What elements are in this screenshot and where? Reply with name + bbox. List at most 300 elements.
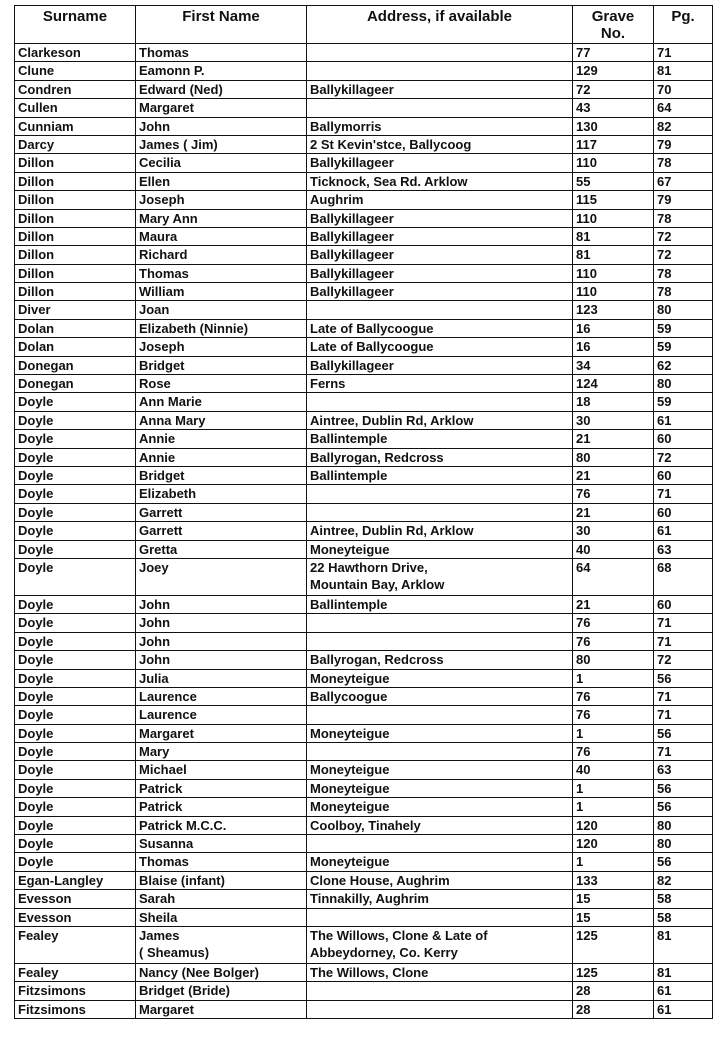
- cell-address: Clone House, Aughrim: [307, 871, 573, 889]
- cell-grave-no: 120: [573, 816, 654, 834]
- table-row: [15, 669, 713, 687]
- cell-first-name: Blaise (infant): [136, 871, 307, 889]
- cell-first-name: John: [136, 614, 307, 632]
- cell-grave-no: 21: [573, 466, 654, 484]
- cell-page: 82: [654, 117, 713, 135]
- cell-first-name: Ellen: [136, 172, 307, 190]
- cell-address: Ballykillageer: [307, 209, 573, 227]
- cell-address: [307, 743, 573, 761]
- cell-page: 80: [654, 375, 713, 393]
- cell-first-name: Annie: [136, 430, 307, 448]
- table-row: [15, 246, 713, 264]
- cell-address: Ballykillageer: [307, 227, 573, 245]
- cell-address: [307, 44, 573, 62]
- cell-first-name: James ( Jim): [136, 135, 307, 153]
- cell-address: Ballintemple: [307, 466, 573, 484]
- table-row: [15, 761, 713, 779]
- table-row: [15, 908, 713, 926]
- cell-surname: Egan-Langley: [15, 871, 136, 889]
- cell-page: 59: [654, 393, 713, 411]
- cell-grave-no: 125: [573, 963, 654, 981]
- burial-register-table: [14, 5, 713, 1019]
- cell-surname: Doyle: [15, 595, 136, 613]
- table-row: [15, 448, 713, 466]
- table-row: [15, 264, 713, 282]
- cell-grave-no: 76: [573, 614, 654, 632]
- cell-address: [307, 982, 573, 1000]
- cell-surname: Fitzsimons: [15, 982, 136, 1000]
- table-row: [15, 172, 713, 190]
- cell-surname: Fitzsimons: [15, 1000, 136, 1018]
- cell-surname: Cunniam: [15, 117, 136, 135]
- table-row: [15, 632, 713, 650]
- cell-surname: Donegan: [15, 375, 136, 393]
- cell-first-name: Patrick: [136, 779, 307, 797]
- table-row: [15, 430, 713, 448]
- cell-first-name: Cecilia: [136, 154, 307, 172]
- cell-surname: Doyle: [15, 411, 136, 429]
- table-row: [15, 687, 713, 705]
- cell-address: Ticknock, Sea Rd. Arklow: [307, 172, 573, 190]
- cell-address: Ferns: [307, 375, 573, 393]
- cell-grave-no: 43: [573, 99, 654, 117]
- cell-grave-no: 110: [573, 264, 654, 282]
- cell-grave-no: 80: [573, 651, 654, 669]
- table-row: [15, 982, 713, 1000]
- cell-page: 59: [654, 319, 713, 337]
- cell-surname: Clarkeson: [15, 44, 136, 62]
- cell-grave-no: 76: [573, 687, 654, 705]
- cell-address: [307, 706, 573, 724]
- cell-grave-no: 115: [573, 191, 654, 209]
- cell-grave-no: 34: [573, 356, 654, 374]
- header-page: Pg.: [654, 6, 713, 44]
- table-row: [15, 522, 713, 540]
- cell-first-name: John: [136, 595, 307, 613]
- table-row: [15, 356, 713, 374]
- cell-first-name: Gretta: [136, 540, 307, 558]
- table-row: [15, 1000, 713, 1018]
- table-row: [15, 411, 713, 429]
- cell-first-name: Thomas: [136, 264, 307, 282]
- cell-grave-no: 55: [573, 172, 654, 190]
- cell-surname: Dillon: [15, 227, 136, 245]
- cell-page: 78: [654, 209, 713, 227]
- cell-grave-no: 1: [573, 853, 654, 871]
- cell-page: 60: [654, 503, 713, 521]
- cell-grave-no: 81: [573, 246, 654, 264]
- cell-first-name: Thomas: [136, 853, 307, 871]
- cell-page: 70: [654, 80, 713, 98]
- cell-surname: Doyle: [15, 669, 136, 687]
- cell-grave-no: 64: [573, 558, 654, 595]
- table-row: [15, 853, 713, 871]
- cell-address: Late of Ballycoogue: [307, 338, 573, 356]
- cell-address: Ballykillageer: [307, 80, 573, 98]
- cell-grave-no: 77: [573, 44, 654, 62]
- table-row: [15, 375, 713, 393]
- cell-grave-no: 123: [573, 301, 654, 319]
- cell-page: 60: [654, 430, 713, 448]
- cell-grave-no: 21: [573, 595, 654, 613]
- cell-address: [307, 1000, 573, 1018]
- cell-surname: Diver: [15, 301, 136, 319]
- cell-surname: Doyle: [15, 558, 136, 595]
- cell-surname: Doyle: [15, 430, 136, 448]
- cell-grave-no: 124: [573, 375, 654, 393]
- table-row: [15, 62, 713, 80]
- cell-surname: Doyle: [15, 651, 136, 669]
- cell-address: Ballykillageer: [307, 154, 573, 172]
- table-row: [15, 798, 713, 816]
- cell-first-name: Patrick M.C.C.: [136, 816, 307, 834]
- cell-first-name: Joan: [136, 301, 307, 319]
- cell-surname: Doyle: [15, 503, 136, 521]
- cell-address: Moneyteigue: [307, 853, 573, 871]
- cell-address: Ballintemple: [307, 430, 573, 448]
- table-row: [15, 558, 713, 595]
- cell-grave-no: 30: [573, 522, 654, 540]
- cell-first-name: Richard: [136, 246, 307, 264]
- cell-first-name: Joseph: [136, 191, 307, 209]
- cell-page: 71: [654, 632, 713, 650]
- cell-page: 78: [654, 264, 713, 282]
- cell-address: [307, 632, 573, 650]
- cell-first-name: Elizabeth (Ninnie): [136, 319, 307, 337]
- table-row: [15, 485, 713, 503]
- cell-surname: Dillon: [15, 246, 136, 264]
- cell-first-name: Garrett: [136, 503, 307, 521]
- cell-address: 2 St Kevin'stce, Ballycoog: [307, 135, 573, 153]
- cell-page: 81: [654, 62, 713, 80]
- cell-address: Ballycoogue: [307, 687, 573, 705]
- cell-grave-no: 40: [573, 540, 654, 558]
- table-row: [15, 779, 713, 797]
- cell-first-name: Joseph: [136, 338, 307, 356]
- burial-register: [14, 5, 712, 1019]
- cell-first-name: Joey: [136, 558, 307, 595]
- cell-grave-no: 28: [573, 1000, 654, 1018]
- cell-surname: Doyle: [15, 466, 136, 484]
- cell-page: 80: [654, 301, 713, 319]
- cell-surname: Doyle: [15, 540, 136, 558]
- cell-first-name: Margaret: [136, 724, 307, 742]
- table-row: [15, 926, 713, 963]
- cell-grave-no: 117: [573, 135, 654, 153]
- table-row: [15, 503, 713, 521]
- cell-surname: Doyle: [15, 835, 136, 853]
- cell-surname: Doyle: [15, 614, 136, 632]
- cell-surname: Doyle: [15, 632, 136, 650]
- table-row: [15, 595, 713, 613]
- cell-surname: Doyle: [15, 485, 136, 503]
- table-row: [15, 614, 713, 632]
- cell-first-name: Mary: [136, 743, 307, 761]
- cell-page: 59: [654, 338, 713, 356]
- cell-page: 81: [654, 963, 713, 981]
- cell-first-name: Nancy (Nee Bolger): [136, 963, 307, 981]
- cell-address: Moneyteigue: [307, 669, 573, 687]
- table-row: [15, 890, 713, 908]
- cell-surname: Clune: [15, 62, 136, 80]
- cell-address: Tinnakilly, Aughrim: [307, 890, 573, 908]
- cell-grave-no: 130: [573, 117, 654, 135]
- cell-first-name: Rose: [136, 375, 307, 393]
- cell-surname: Dillon: [15, 283, 136, 301]
- table-row: [15, 154, 713, 172]
- table-row: [15, 44, 713, 62]
- table-row: [15, 301, 713, 319]
- cell-page: 71: [654, 706, 713, 724]
- table-row: [15, 135, 713, 153]
- header-row: [15, 6, 713, 44]
- cell-page: 81: [654, 926, 713, 963]
- table-row: [15, 816, 713, 834]
- cell-surname: Doyle: [15, 687, 136, 705]
- cell-surname: Doyle: [15, 706, 136, 724]
- cell-grave-no: 80: [573, 448, 654, 466]
- cell-first-name: Bridget (Bride): [136, 982, 307, 1000]
- cell-page: 72: [654, 448, 713, 466]
- cell-page: 67: [654, 172, 713, 190]
- cell-page: 56: [654, 798, 713, 816]
- cell-first-name: Garrett: [136, 522, 307, 540]
- cell-page: 71: [654, 44, 713, 62]
- cell-address: Moneyteigue: [307, 798, 573, 816]
- cell-address: Ballyrogan, Redcross: [307, 651, 573, 669]
- cell-surname: Dillon: [15, 172, 136, 190]
- cell-address: Ballyrogan, Redcross: [307, 448, 573, 466]
- header-surname: Surname: [15, 6, 136, 44]
- cell-address: Ballymorris: [307, 117, 573, 135]
- table-row: [15, 871, 713, 889]
- cell-first-name: Bridget: [136, 356, 307, 374]
- table-body: [15, 44, 713, 1019]
- cell-first-name: Edward (Ned): [136, 80, 307, 98]
- table-row: [15, 651, 713, 669]
- cell-first-name: John: [136, 632, 307, 650]
- cell-page: 68: [654, 558, 713, 595]
- cell-address: Ballykillageer: [307, 246, 573, 264]
- cell-grave-no: 1: [573, 798, 654, 816]
- cell-grave-no: 129: [573, 62, 654, 80]
- table-row: [15, 466, 713, 484]
- cell-page: 60: [654, 595, 713, 613]
- table-row: [15, 963, 713, 981]
- cell-page: 80: [654, 835, 713, 853]
- table-row: [15, 393, 713, 411]
- cell-address: 22 Hawthorn Drive, Mountain Bay, Arklow: [307, 558, 573, 595]
- cell-page: 78: [654, 154, 713, 172]
- cell-address: [307, 485, 573, 503]
- cell-address: Late of Ballycoogue: [307, 319, 573, 337]
- cell-grave-no: 133: [573, 871, 654, 889]
- cell-page: 64: [654, 99, 713, 117]
- header-first-name: First Name: [136, 6, 307, 44]
- table-row: [15, 80, 713, 98]
- cell-surname: Doyle: [15, 798, 136, 816]
- cell-first-name: Maura: [136, 227, 307, 245]
- cell-surname: Doyle: [15, 724, 136, 742]
- table-row: [15, 540, 713, 558]
- cell-grave-no: 40: [573, 761, 654, 779]
- cell-first-name: Laurence: [136, 706, 307, 724]
- cell-address: Moneyteigue: [307, 779, 573, 797]
- cell-page: 61: [654, 1000, 713, 1018]
- cell-first-name: Thomas: [136, 44, 307, 62]
- cell-address: Ballykillageer: [307, 264, 573, 282]
- cell-address: Aintree, Dublin Rd, Arklow: [307, 522, 573, 540]
- cell-address: [307, 614, 573, 632]
- cell-grave-no: 125: [573, 926, 654, 963]
- cell-page: 61: [654, 411, 713, 429]
- cell-surname: Fealey: [15, 963, 136, 981]
- cell-page: 80: [654, 816, 713, 834]
- cell-page: 62: [654, 356, 713, 374]
- cell-page: 72: [654, 227, 713, 245]
- cell-page: 63: [654, 761, 713, 779]
- cell-grave-no: 30: [573, 411, 654, 429]
- table-row: [15, 743, 713, 761]
- cell-page: 79: [654, 191, 713, 209]
- cell-address: The Willows, Clone & Late of Abbeydorney, Co. Kerry: [307, 926, 573, 963]
- cell-surname: Dolan: [15, 319, 136, 337]
- cell-surname: Donegan: [15, 356, 136, 374]
- cell-page: 82: [654, 871, 713, 889]
- table-row: [15, 117, 713, 135]
- table-row: [15, 99, 713, 117]
- cell-surname: Evesson: [15, 908, 136, 926]
- cell-first-name: John: [136, 117, 307, 135]
- cell-address: Moneyteigue: [307, 540, 573, 558]
- cell-surname: Doyle: [15, 816, 136, 834]
- cell-address: The Willows, Clone: [307, 963, 573, 981]
- cell-first-name: Bridget: [136, 466, 307, 484]
- cell-address: [307, 393, 573, 411]
- cell-grave-no: 16: [573, 338, 654, 356]
- cell-address: Moneyteigue: [307, 761, 573, 779]
- cell-first-name: Michael: [136, 761, 307, 779]
- cell-grave-no: 16: [573, 319, 654, 337]
- cell-page: 56: [654, 724, 713, 742]
- cell-first-name: Laurence: [136, 687, 307, 705]
- table-header: [15, 6, 713, 44]
- cell-page: 60: [654, 466, 713, 484]
- cell-surname: Doyle: [15, 779, 136, 797]
- cell-surname: Doyle: [15, 853, 136, 871]
- cell-address: [307, 99, 573, 117]
- cell-address: Coolboy, Tinahely: [307, 816, 573, 834]
- cell-surname: Dillon: [15, 264, 136, 282]
- cell-first-name: William: [136, 283, 307, 301]
- cell-address: Aintree, Dublin Rd, Arklow: [307, 411, 573, 429]
- cell-surname: Evesson: [15, 890, 136, 908]
- header-address: Address, if available: [307, 6, 573, 44]
- cell-surname: Fealey: [15, 926, 136, 963]
- cell-grave-no: 15: [573, 908, 654, 926]
- cell-first-name: Ann Marie: [136, 393, 307, 411]
- cell-first-name: John: [136, 651, 307, 669]
- table-row: [15, 338, 713, 356]
- cell-surname: Doyle: [15, 448, 136, 466]
- cell-address: [307, 62, 573, 80]
- cell-surname: Doyle: [15, 743, 136, 761]
- header-grave-no: Grave No.: [573, 6, 654, 44]
- cell-page: 72: [654, 246, 713, 264]
- cell-grave-no: 1: [573, 669, 654, 687]
- cell-address: Moneyteigue: [307, 724, 573, 742]
- cell-page: 79: [654, 135, 713, 153]
- cell-grave-no: 110: [573, 154, 654, 172]
- cell-address: Ballykillageer: [307, 283, 573, 301]
- cell-surname: Dillon: [15, 191, 136, 209]
- table-row: [15, 319, 713, 337]
- cell-page: 56: [654, 853, 713, 871]
- cell-page: 71: [654, 485, 713, 503]
- cell-first-name: Sheila: [136, 908, 307, 926]
- cell-surname: Dillon: [15, 209, 136, 227]
- cell-surname: Dolan: [15, 338, 136, 356]
- cell-first-name: Margaret: [136, 99, 307, 117]
- cell-grave-no: 1: [573, 779, 654, 797]
- cell-grave-no: 76: [573, 485, 654, 503]
- cell-page: 71: [654, 614, 713, 632]
- cell-grave-no: 72: [573, 80, 654, 98]
- table-row: [15, 724, 713, 742]
- cell-grave-no: 18: [573, 393, 654, 411]
- cell-address: Aughrim: [307, 191, 573, 209]
- cell-page: 71: [654, 687, 713, 705]
- cell-surname: Doyle: [15, 393, 136, 411]
- cell-grave-no: 110: [573, 209, 654, 227]
- cell-page: 63: [654, 540, 713, 558]
- table-row: [15, 191, 713, 209]
- cell-grave-no: 1: [573, 724, 654, 742]
- cell-page: 61: [654, 982, 713, 1000]
- cell-address: Ballykillageer: [307, 356, 573, 374]
- cell-address: Ballintemple: [307, 595, 573, 613]
- cell-address: [307, 908, 573, 926]
- cell-first-name: Anna Mary: [136, 411, 307, 429]
- cell-first-name: Margaret: [136, 1000, 307, 1018]
- cell-grave-no: 120: [573, 835, 654, 853]
- cell-first-name: Julia: [136, 669, 307, 687]
- table-row: [15, 835, 713, 853]
- table-row: [15, 209, 713, 227]
- cell-address: [307, 503, 573, 521]
- cell-surname: Condren: [15, 80, 136, 98]
- cell-grave-no: 15: [573, 890, 654, 908]
- cell-address: [307, 835, 573, 853]
- cell-grave-no: 76: [573, 632, 654, 650]
- cell-surname: Dillon: [15, 154, 136, 172]
- cell-grave-no: 21: [573, 430, 654, 448]
- table-row: [15, 283, 713, 301]
- cell-page: 78: [654, 283, 713, 301]
- cell-surname: Cullen: [15, 99, 136, 117]
- cell-page: 58: [654, 890, 713, 908]
- cell-first-name: Annie: [136, 448, 307, 466]
- cell-page: 71: [654, 743, 713, 761]
- cell-grave-no: 76: [573, 706, 654, 724]
- cell-page: 61: [654, 522, 713, 540]
- cell-grave-no: 21: [573, 503, 654, 521]
- cell-page: 56: [654, 779, 713, 797]
- cell-page: 56: [654, 669, 713, 687]
- cell-address: [307, 301, 573, 319]
- cell-first-name: Patrick: [136, 798, 307, 816]
- cell-surname: Doyle: [15, 522, 136, 540]
